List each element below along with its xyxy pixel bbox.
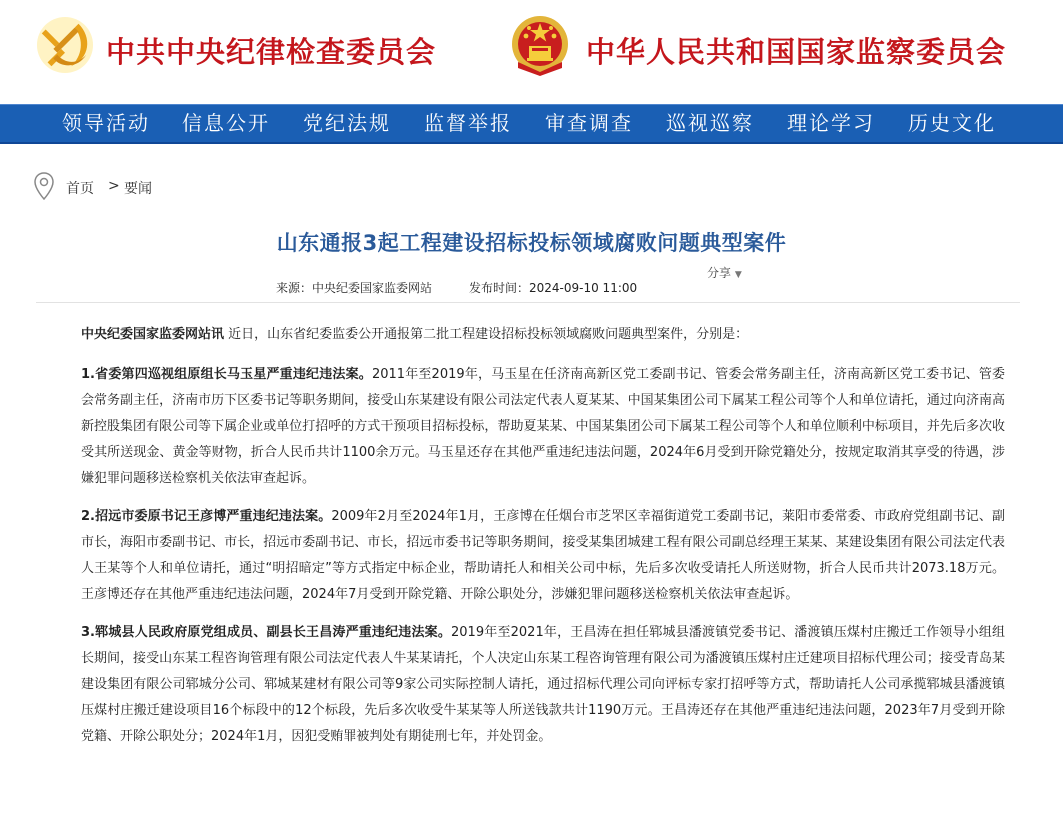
case-text-1: 2011年至2019年，马玉星在任济南高新区党工委副书记、管委会常务副主任，济南高新区党工委书记、管委会常务副主任，济南市历下区委书记等职务期间，接受山东某建设有限公司法定代表人夏某某、中国某集团公司下属某工程公司等个人和单位请托，通过向济南高新控股集团有限公司等下属企业或单位打招呼的方式干预项目招标投标，帮助夏某某、中国某集团公司下属某工程公司等个人和单位顺利中标项目，并先后多次收受其所送现金、黄金等财物，折合人民币共计1100余万元。马玉星还存在其他严重违纪违法问题，2024年6月受到开除党籍处分，按规定取消其享受的待遇，涉嫌犯罪问题移送检察机关依法审查起诉。: [81, 367, 1006, 486]
case-text-3: 2019年至2021年，王昌涛在担任郓城县潘渡镇党委书记、潘渡镇压煤村庄搬迁工作领导小组组长期间，接受山东某工程咨询管理有限公司法定代表人牛某某请托，个人决定山东某工程咨询管理有限公司为潘渡镇压煤村庄迁建项目招标代理公司；接受青岛某建设集团有限公司郓城分公司、郓城某建材有限公司等9家公司实际控制人请托，通过招标代理公司向评标专家打招呼等方式，帮助请托人公司承揽郓城县潘渡镇压煤村庄搬迁建设项目16个标段中的12个标段，先后多次收受牛某某等人所送钱款共计1190万元。王昌涛还存在其他严重违纪违法问题，2023年7月受到开除党籍、开除公职处分；2024年1月，因犯受贿罪被判处有期徒刑七年，并处罚金。: [81, 625, 1006, 744]
case-heading-1: 1.省委第四巡视组原组长马玉星严重违纪违法案。: [81, 367, 372, 382]
breadcrumb-current[interactable]: 要闻: [124, 181, 152, 197]
caret-down-icon: ▼: [734, 270, 742, 280]
party-emblem-icon: [36, 16, 94, 74]
title-divider: [36, 302, 1020, 303]
lead-text: 近日，山东省纪委监委公开通报第二批工程建设招标投标领域腐败问题典型案件，分别是：: [228, 327, 749, 342]
breadcrumb-separator: >: [108, 178, 120, 194]
case-paragraph-2: [81, 504, 1005, 608]
article-body: [81, 322, 1005, 762]
site-header: [0, 0, 1063, 104]
main-nav: [0, 104, 1063, 144]
nav-item-theory[interactable]: 理论学习: [787, 111, 875, 135]
ccdi-title[interactable]: 中共中央纪律检查委员会: [106, 35, 437, 69]
case-heading-3: 3.郓城县人民政府原党组成员、副县长王昌涛严重违纪违法案。: [81, 625, 452, 640]
case-text-2: 2009年2月至2024年1月，王彦博在任烟台市芝罘区幸福街道党工委副书记，莱阳市委常委、市政府党组副书记、副市长，海阳市委副书记、市长，招远市委副书记、市长，招远市委书记等职务期间，接受某集团城建工程有限公司副总经理王某某、某建设集团有限公司法定代表人王某等个人和单位请托，通过“明招暗定”等方式指定中标企业，帮助请托人和相关公司中标，先后多次收受请托人所送财物，折合人民币共计2073.18万元。王彦博还存在其他严重违纪违法问题，2024年7月受到开除党籍、开除公职处分，涉嫌犯罪问题移送检察机关依法审查起诉。: [81, 509, 1005, 602]
nav-item-leadership[interactable]: 领导活动: [62, 111, 150, 135]
lead-paragraph: [81, 322, 1005, 348]
case-paragraph-3: [81, 620, 1005, 750]
article-title: 山东通报3起工程建设招标投标领域腐败问题典型案件: [276, 231, 787, 255]
nav-item-regulations[interactable]: 党纪法规: [303, 111, 391, 135]
nav-item-history[interactable]: 历史文化: [908, 111, 996, 135]
location-pin-icon: [34, 172, 54, 200]
case-paragraph-1: [81, 362, 1005, 492]
article-publish-time: 发布时间：2024-09-10 11:00: [469, 281, 638, 295]
share-label: 分享: [707, 266, 732, 280]
lead-source: 中央纪委国家监委网站讯: [81, 327, 225, 342]
nsc-title[interactable]: 中华人民共和国国家监察委员会: [586, 35, 1007, 69]
national-emblem-icon: [510, 14, 570, 76]
share-button[interactable]: [707, 264, 742, 281]
nav-item-inspection[interactable]: 巡视巡察: [666, 111, 754, 135]
nav-item-report[interactable]: 监督举报: [424, 111, 512, 135]
nav-item-disclosure[interactable]: 信息公开: [182, 111, 270, 135]
case-heading-2: 2.招远市委原书记王彦博严重违纪违法案。: [81, 509, 332, 524]
article-source: 来源：中央纪委国家监委网站: [276, 281, 433, 295]
breadcrumb-home[interactable]: 首页: [66, 181, 94, 197]
nav-item-investigation[interactable]: 审查调查: [545, 111, 633, 135]
